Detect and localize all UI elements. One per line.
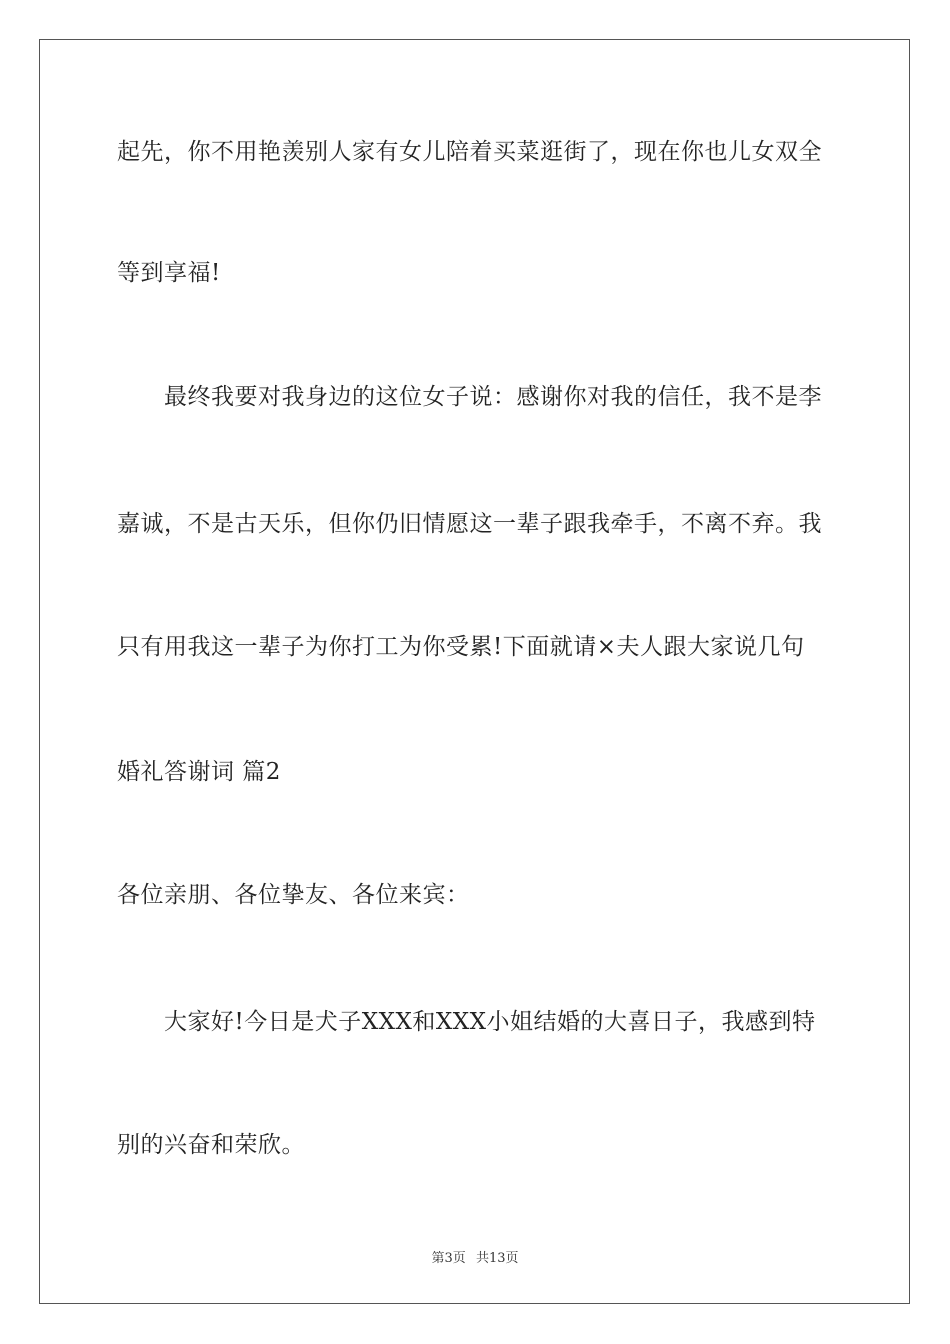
page-total: 共13页 [475, 1251, 519, 1266]
paragraph-line-9: 别的兴奋和荣欣。 [117, 1132, 305, 1158]
page-border [39, 39, 910, 1304]
paragraph-line-5: 只有用我这一辈子为你打工为你受累!下面就请×夫人跟大家说几句 [117, 634, 805, 660]
paragraph-line-1: 起先，你不用艳羡别人家有女儿陪着买菜逛街了，现在你也儿女双全 [117, 139, 822, 165]
paragraph-line-7: 各位亲朋、各位挚友、各位来宾： [117, 882, 470, 908]
paragraph-line-3: 最终我要对我身边的这位女子说：感谢你对我的信任，我不是李 [164, 384, 822, 410]
paragraph-line-8: 大家好!今日是犬子XXX和XXX小姐结婚的大喜日子，我感到特 [164, 1009, 816, 1035]
page-footer [0, 1247, 950, 1266]
page-number: 第3页 [431, 1251, 466, 1266]
paragraph-line-4: 嘉诚，不是古天乐，但你仍旧情愿这一辈子跟我牵手，不离不弃。我 [117, 511, 822, 537]
paragraph-line-2: 等到享福! [117, 260, 221, 286]
section-heading: 婚礼答谢词 篇2 [117, 759, 281, 785]
